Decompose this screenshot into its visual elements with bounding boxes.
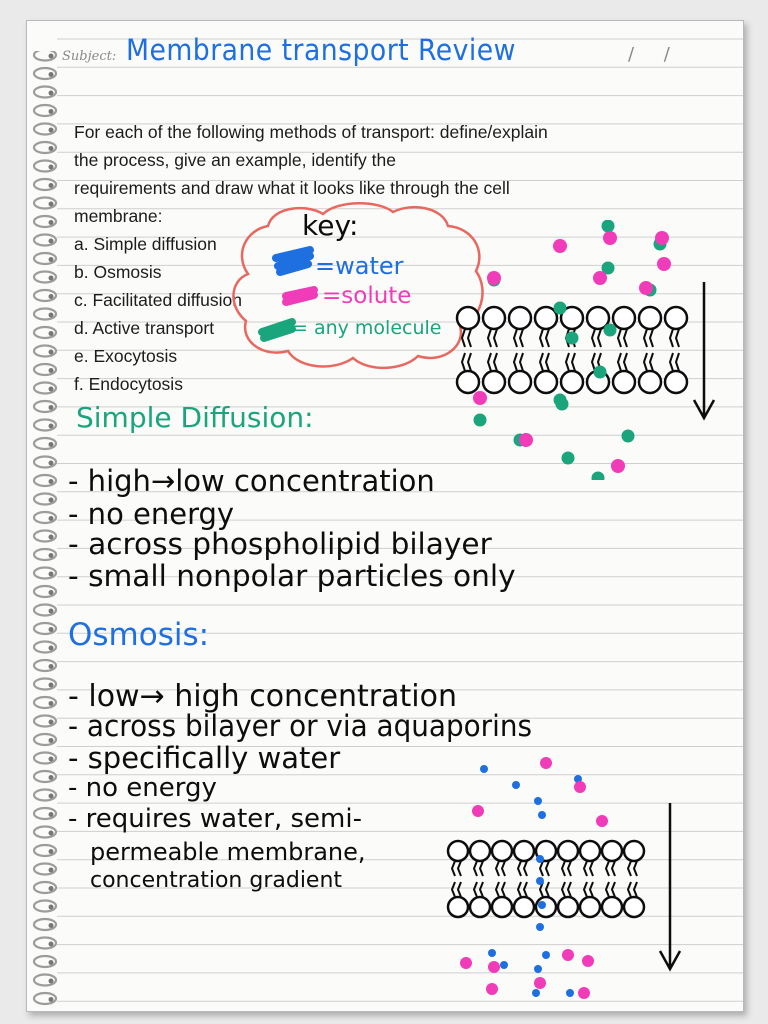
phospholipid-head [613,371,635,393]
spiral-hole [49,387,54,392]
spiral-hole [49,757,54,762]
spiral-hole [49,54,54,59]
direction-arrow [694,282,714,418]
phospholipid-tail [488,353,497,371]
phospholipid-tail [452,882,461,897]
spiral-hole [49,183,54,188]
spiral-hole [49,535,54,540]
phospholipid-tail [474,882,483,897]
spiral-hole [49,146,54,151]
phospholipid-tail [618,353,627,371]
spiral-hole [49,923,54,928]
spiral-hole [49,313,54,318]
method-item-simple-diffusion: a. Simple diffusion [74,234,217,254]
spiral-hole [49,331,54,336]
phospholipid-tail [584,861,593,876]
phospholipid-head [448,897,468,917]
phospholipid-tail [566,353,575,371]
molecule-dot [602,220,615,233]
phospholipid-tail [488,329,497,347]
spiral-hole [49,683,54,688]
phospholipid-head [561,371,583,393]
spiral-hole [49,738,54,743]
phospholipid-tail [628,861,637,876]
osmosis-note: - specifically water [68,741,341,775]
phospholipid-tail [592,329,601,347]
solute-dot [574,781,586,793]
molecule-dot [562,452,575,465]
phospholipid-tail [606,882,615,897]
spiral-hole [49,664,54,669]
solute-dot [657,257,671,271]
simple-diffusion-note: - across phospholipid bilayer [68,527,492,561]
osmosis-diagram [440,755,690,1000]
phospholipid-head [492,897,512,917]
molecule-dot [592,472,605,481]
phospholipid-head [624,841,644,861]
spiral-hole [49,868,54,873]
spiral-hole [49,109,54,114]
direction-arrow [660,803,680,969]
phospholipid-tail [618,329,627,347]
spiral-hole [49,405,54,410]
spiral-hole [49,350,54,355]
phospholipid-bilayer [448,841,644,917]
water-dot [536,855,544,863]
spiral-hole [49,239,54,244]
solute-dot [655,231,669,245]
date-field: / / [628,44,682,65]
water-dot [542,951,550,959]
simple-diffusion-heading: Simple Diffusion: [76,401,314,434]
phospholipid-tail [452,861,461,876]
phospholipid-head [558,841,578,861]
water-dot [534,797,542,805]
phospholipid-head [514,841,534,861]
method-item-osmosis: b. Osmosis [74,262,162,282]
spiral-hole [49,553,54,558]
spiral-hole [49,812,54,817]
spiral-hole [49,905,54,910]
molecule-dot [604,324,617,337]
key-title: key: [302,209,359,242]
spiral-hole [49,720,54,725]
spiral-hole [49,849,54,854]
osmosis-heading: Osmosis: [68,617,210,653]
simple-diffusion-note: - no energy [68,497,235,531]
spiral-hole [49,72,54,77]
osmosis-note: concentration gradient [90,868,343,893]
phospholipid-tail [540,861,549,876]
osmosis-note: - requires water, semi- [68,804,362,834]
molecule-dot [594,366,607,379]
phospholipid-tail [628,882,637,897]
method-item-exocytosis: e. Exocytosis [74,346,178,366]
water-dot [536,923,544,931]
water-dot [512,781,520,789]
phospholipid-head [624,897,644,917]
phospholipid-head [602,841,622,861]
solute-dot [488,961,500,973]
phospholipid-head [535,371,557,393]
spiral-hole [49,831,54,836]
phospholipid-head [602,897,622,917]
simple-diffusion-diagram [450,220,730,480]
phospholipid-tail [644,329,653,347]
simple-diffusion-note: - high→low concentration [68,464,435,498]
spiral-hole [49,997,54,1002]
solute-dot [486,983,498,995]
method-item-active-transport: d. Active transport [74,318,215,338]
molecule-dot [554,302,567,315]
osmosis-note: - across bilayer or via aquaporins [68,709,533,743]
solute-dot [596,815,608,827]
spiral-hole [49,979,54,984]
osmosis-note: - low→ high concentration [68,679,457,714]
phospholipid-tail [584,882,593,897]
phospholipid-tail [562,861,571,876]
water-dot [538,811,546,819]
phospholipid-head [457,371,479,393]
phospholipid-head [492,841,512,861]
water-dot [534,965,542,973]
key-entry-solute: =solute [322,283,412,309]
spiral-hole [49,498,54,503]
solute-dot [593,271,607,285]
phospholipid-tail [540,353,549,371]
phospholipid-head [483,371,505,393]
spiral-hole [49,257,54,262]
spiral-hole [49,202,54,207]
method-item-endocytosis: f. Endocytosis [74,374,183,394]
spiral-hole [49,960,54,965]
prompt-line: requirements and draw what it looks like through the cell [74,178,510,198]
spiral-hole [49,627,54,632]
phospholipid-tail [514,329,523,347]
osmosis-note: permeable membrane, [90,838,366,866]
spiral-hole [49,775,54,780]
molecule-dot [474,414,487,427]
solute-dot [553,239,567,253]
solute-dot [473,391,487,405]
phospholipid-tail [462,329,471,347]
phospholipid-tail [518,861,527,876]
phospholipid-head [665,371,687,393]
spiral-hole [49,516,54,521]
method-item-facilitated-diffusion: c. Facilitated diffusion [74,290,242,310]
phospholipid-tail [644,353,653,371]
spiral-hole [49,368,54,373]
spiral-hole [49,276,54,281]
spiral-hole [49,794,54,799]
solute-dot [534,977,546,989]
subject-label: Subject: [62,49,117,64]
key-entry-any-molecule: = any molecule [292,317,442,339]
phospholipid-head [470,841,490,861]
phospholipid-tail [462,353,471,371]
spiral-hole [49,442,54,447]
phospholipid-head [514,897,534,917]
water-dot [500,961,508,969]
phospholipid-tail [562,882,571,897]
phospholipid-head [665,307,687,329]
phospholipid-tail [474,861,483,876]
molecule-dot [554,394,567,407]
phospholipid-head [580,841,600,861]
solute-dot [582,955,594,967]
spiral-hole [49,294,54,299]
prompt-line: membrane: [74,206,163,226]
phospholipid-tail [540,329,549,347]
phospholipid-tail [670,329,679,347]
molecule-dot [622,430,635,443]
spiral-hole [49,942,54,947]
phospholipid-bilayer [457,307,687,393]
page-title: Membrane transport Review [126,33,516,67]
water-dot [480,765,488,773]
simple-diffusion-note: - small nonpolar particles only [68,559,516,593]
phospholipid-head [448,841,468,861]
phospholipid-head [580,897,600,917]
molecule-dot [566,332,579,345]
phospholipid-head [639,307,661,329]
spiral-hole [49,590,54,595]
spiral-hole [49,91,54,96]
solute-dot [460,957,472,969]
solute-dot [540,757,552,769]
key-entry-water: =water [315,252,404,280]
water-dot [566,989,574,997]
phospholipid-tail [670,353,679,371]
solute-dot [603,231,617,245]
phospholipid-head [558,897,578,917]
solute-dot [578,987,590,999]
solute-dot [639,281,653,295]
phospholipid-head [483,307,505,329]
phospholipid-tail [518,882,527,897]
solute-dot [487,271,501,285]
spiral-hole [49,646,54,651]
phospholipid-head [509,371,531,393]
phospholipid-tail [606,861,615,876]
phospholipid-head [509,307,531,329]
solute-dot [472,805,484,817]
phospholipid-head [639,371,661,393]
water-dot [538,901,546,909]
phospholipid-head [470,897,490,917]
spiral-hole [49,479,54,484]
phospholipid-tail [496,861,505,876]
water-dot [532,989,540,997]
water-dot [536,877,544,885]
phospholipid-head [457,307,479,329]
solute-dot [519,433,533,447]
phospholipid-tail [514,353,523,371]
spiral-hole [49,220,54,225]
phospholipid-head [613,307,635,329]
spiral-hole [49,609,54,614]
phospholipid-head [535,307,557,329]
spiral-hole [49,572,54,577]
prompt-line: For each of the following methods of transport: define/explain [74,122,548,142]
spiral-hole [49,461,54,466]
spiral-hole [49,701,54,706]
phospholipid-tail [496,882,505,897]
spiral-hole [49,165,54,170]
spiral-hole [49,886,54,891]
prompt-line: the process, give an example, identify the [74,150,396,170]
solute-dot [611,459,625,473]
spiral-hole [49,128,54,133]
water-dot [488,949,496,957]
osmosis-note: - no energy [68,773,217,803]
solute-dot [562,949,574,961]
spiral-hole [49,424,54,429]
